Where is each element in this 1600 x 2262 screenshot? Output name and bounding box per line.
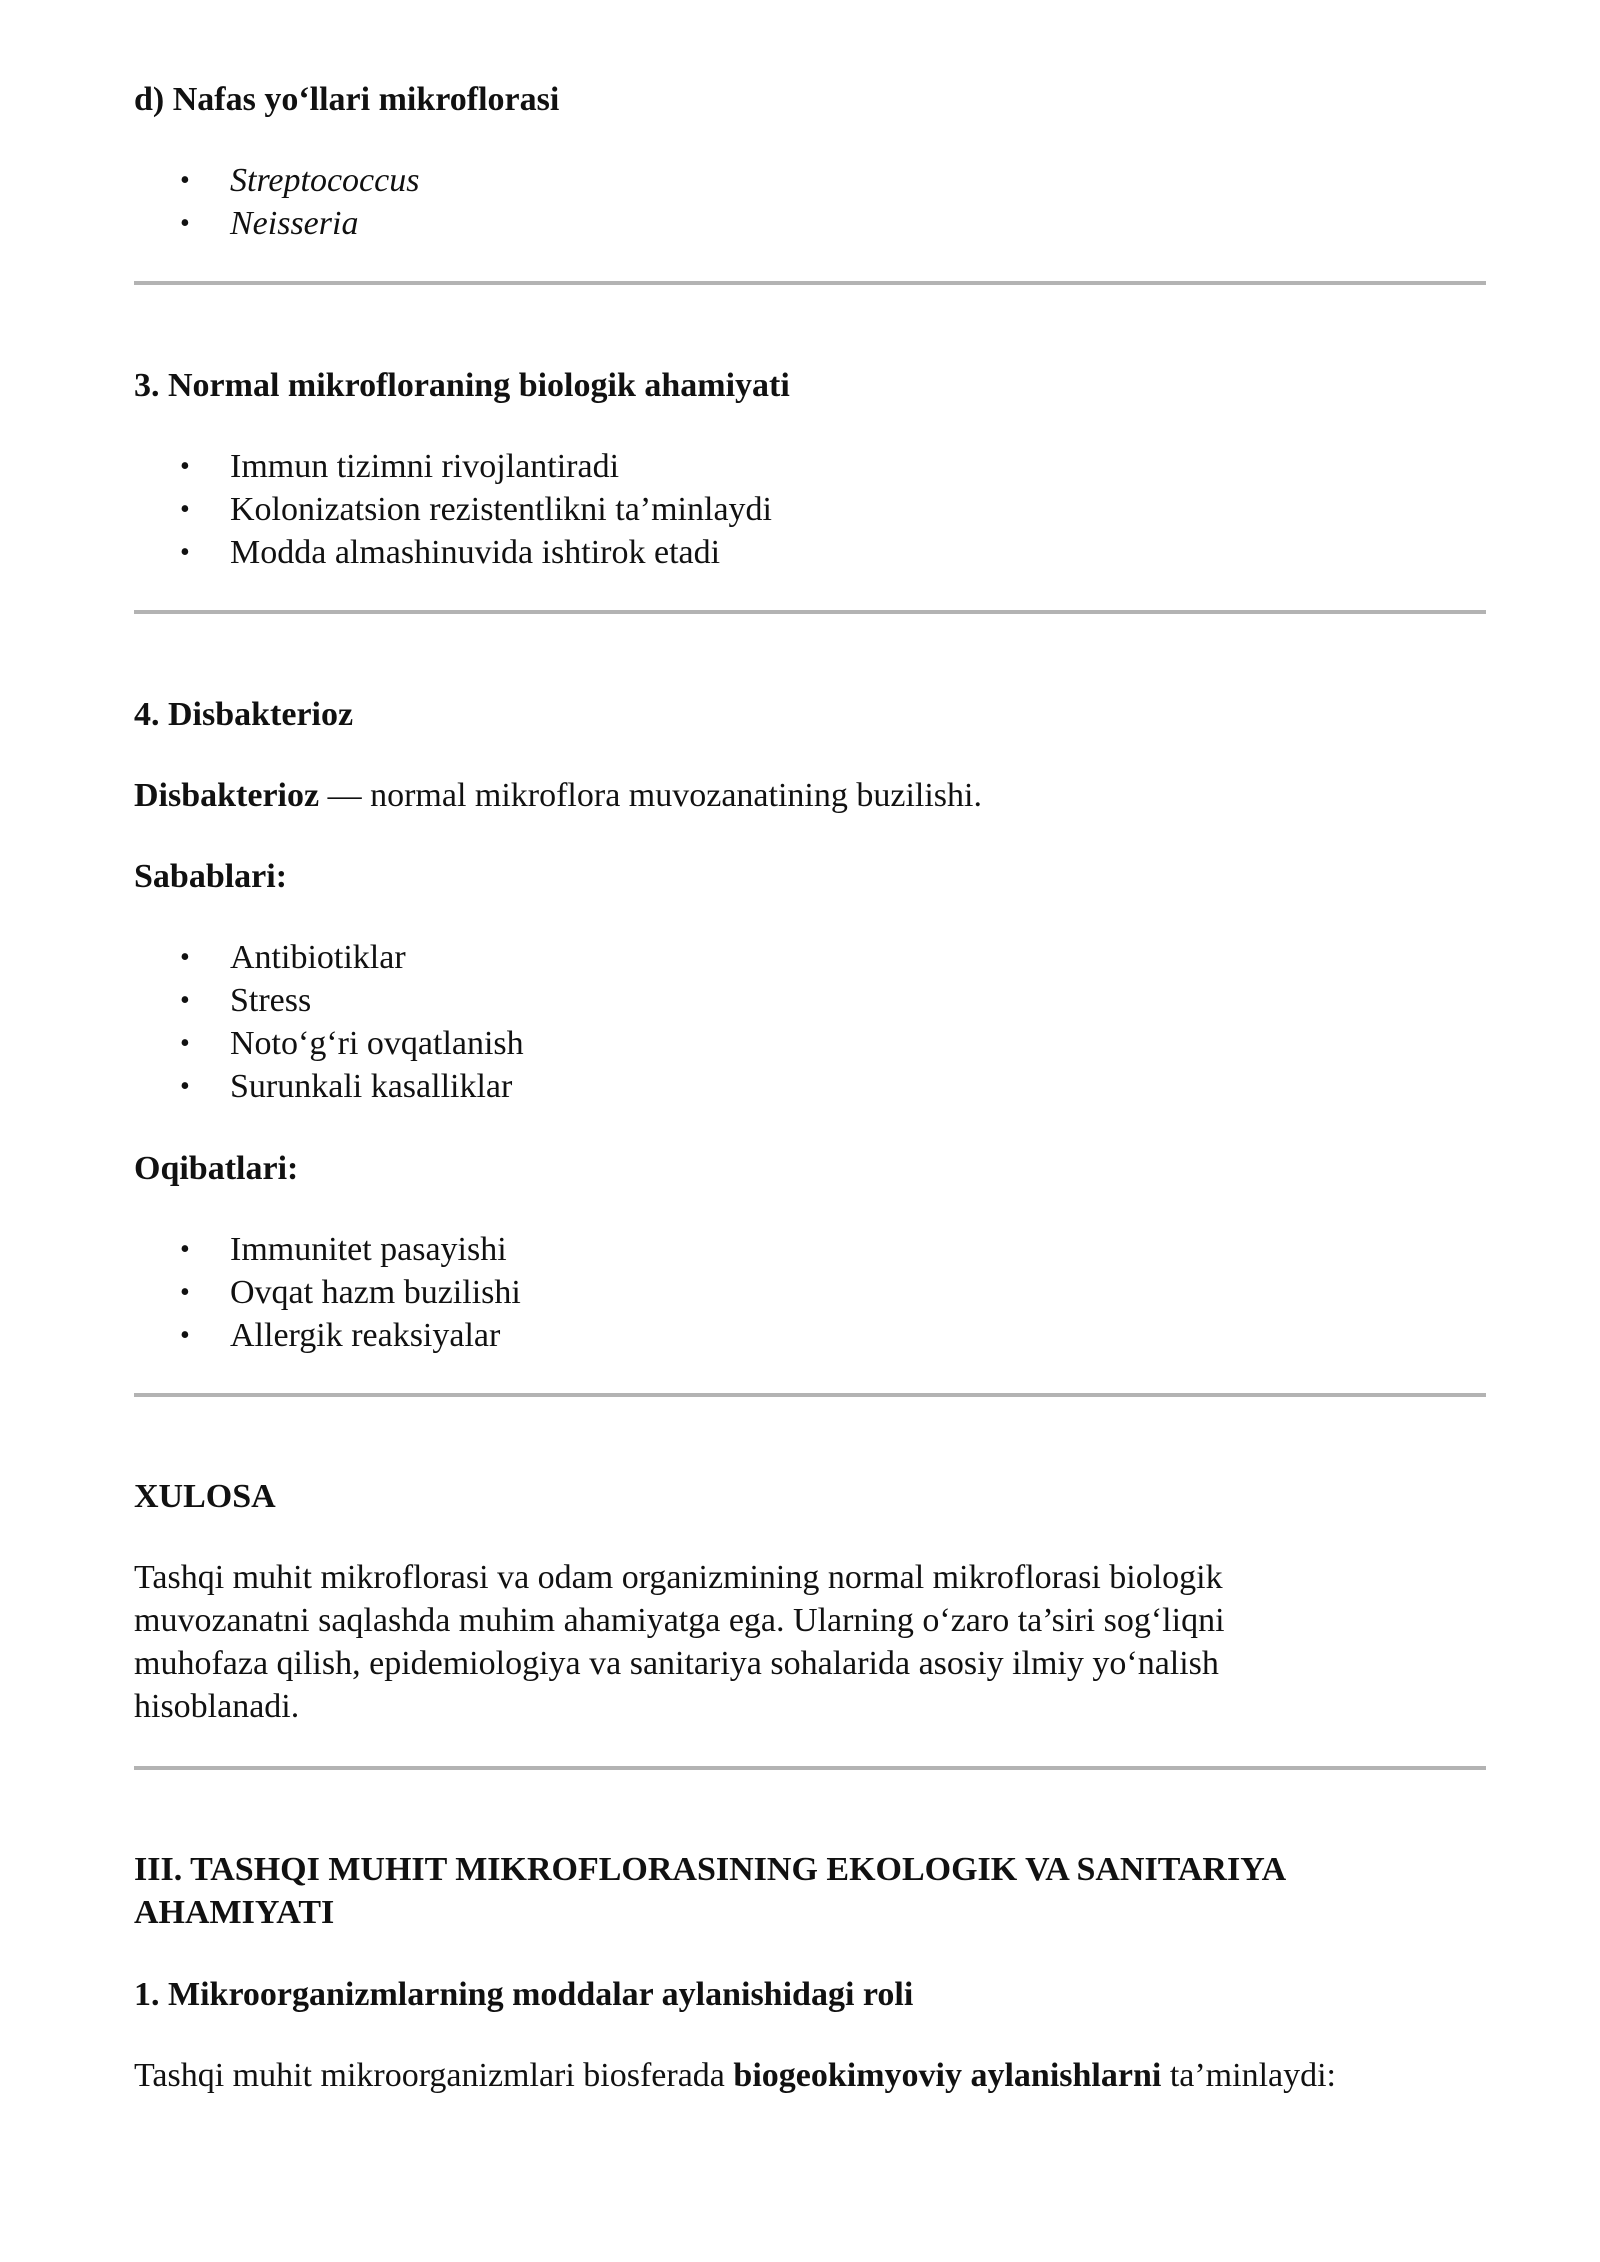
list-item: • Stress bbox=[134, 979, 524, 1022]
list-item: • Neisseria bbox=[134, 202, 419, 245]
section-4-heading: 4. Disbakterioz bbox=[134, 696, 354, 733]
section-d-heading: d) Nafas yo‘llari mikroflorasi bbox=[134, 81, 560, 118]
causes-heading: Sabablari: bbox=[134, 858, 288, 895]
divider bbox=[134, 1766, 1486, 1770]
conclusion-heading: XULOSA bbox=[134, 1478, 276, 1515]
definition-text: — normal mikroflora muvozanatining buzilishi. bbox=[319, 777, 982, 814]
divider bbox=[134, 281, 1486, 285]
bullet-icon: • bbox=[180, 1277, 190, 1308]
divider bbox=[134, 1393, 1486, 1397]
subsection-1-paragraph: Tashqi muhit mikroorganizmlari biosferada biogeokimyoviy aylanishlarni ta’minlaydi: bbox=[134, 2057, 1336, 2094]
causes-list bbox=[134, 936, 524, 1108]
effects-heading: Oqibatlari: bbox=[134, 1150, 299, 1187]
bullet-icon: • bbox=[180, 1320, 190, 1351]
definition-paragraph bbox=[134, 774, 982, 817]
bold-term: biogeokimyoviy aylanishlarni bbox=[733, 2057, 1162, 2094]
bullet-icon: • bbox=[180, 165, 190, 196]
bullet-icon: • bbox=[180, 208, 190, 239]
list-item: • Allergik reaksiyalar bbox=[134, 1314, 521, 1357]
list-item: • Kolonizatsion rezistentlikni ta’minlaydi bbox=[134, 488, 772, 531]
list-item: • Noto‘g‘ri ovqatlanish bbox=[134, 1022, 524, 1065]
section-III-heading bbox=[134, 1848, 1286, 1934]
conclusion-line: hisoblanadi. bbox=[134, 1688, 300, 1725]
effects-list bbox=[134, 1228, 521, 1357]
section-3-list bbox=[134, 445, 772, 574]
list-item: • Surunkali kasalliklar bbox=[134, 1065, 524, 1108]
bullet-icon: • bbox=[180, 1028, 190, 1059]
conclusion-line: muhofaza qilish, epidemiologiya va sanitariya sohalarida asosiy ilmiy yo‘nalish bbox=[134, 1645, 1219, 1682]
list-item: • Immunitet pasayishi bbox=[134, 1228, 521, 1271]
conclusion-line: Tashqi muhit mikroflorasi va odam organizmining normal mikroflorasi biologik bbox=[134, 1559, 1223, 1596]
list-item: • Antibiotiklar bbox=[134, 936, 524, 979]
conclusion-paragraph bbox=[134, 1556, 1225, 1728]
list-item: • Ovqat hazm buzilishi bbox=[134, 1271, 521, 1314]
section-3-heading: 3. Normal mikrofloraning biologik ahamiyati bbox=[134, 367, 790, 404]
definition-term: Disbakterioz bbox=[134, 777, 320, 814]
bullet-icon: • bbox=[180, 1234, 190, 1265]
bullet-icon: • bbox=[180, 942, 190, 973]
subsection-1-heading: 1. Mikroorganizmlarning moddalar aylanishidagi roli bbox=[134, 1976, 914, 2013]
section-III-heading-line: III. TASHQI MUHIT MIKROFLORASINING EKOLOGIK VA SANITARIYA bbox=[134, 1851, 1287, 1888]
bullet-icon: • bbox=[180, 985, 190, 1016]
list-item: • Modda almashinuvida ishtirok etadi bbox=[134, 531, 772, 574]
bullet-icon: • bbox=[180, 494, 190, 525]
section-III-heading-line: AHAMIYATI bbox=[134, 1894, 335, 1931]
bullet-icon: • bbox=[180, 1071, 190, 1102]
conclusion-line: muvozanatni saqlashda muhim ahamiyatga ega. Ularning o‘zaro ta’siri sog‘liqni bbox=[134, 1602, 1225, 1639]
list-item: • Immun tizimni rivojlantiradi bbox=[134, 445, 772, 488]
section-d-list bbox=[134, 159, 419, 245]
divider bbox=[134, 610, 1486, 614]
list-item: • Streptococcus bbox=[134, 159, 419, 202]
bullet-icon: • bbox=[180, 451, 190, 482]
bullet-icon: • bbox=[180, 537, 190, 568]
